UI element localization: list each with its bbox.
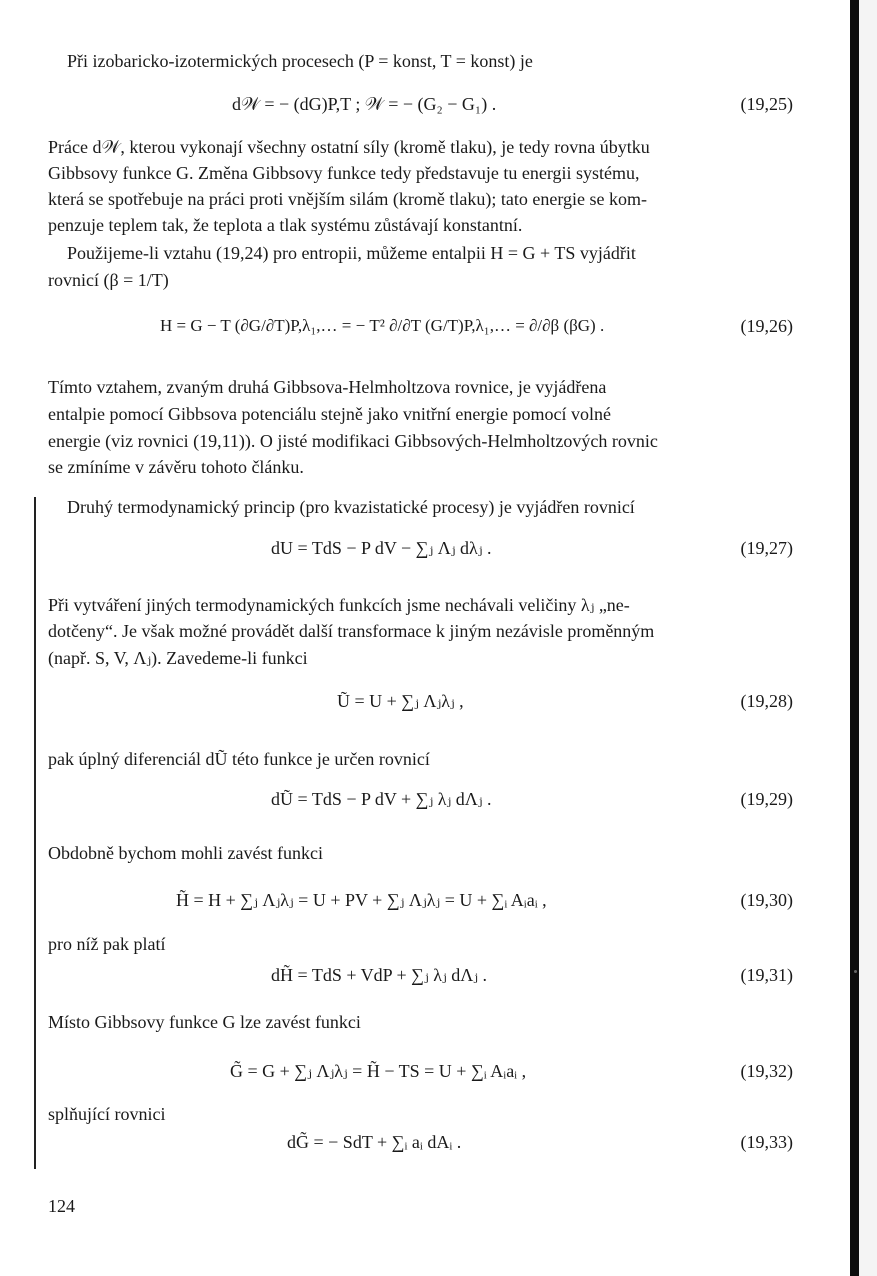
text-line: pak úplný diferenciál dŨ této funkce je určen rovnicí xyxy=(48,749,430,769)
equation-19-25: d𝒲 = − (dG)P,T ; 𝒲 = − (G₂ − G₁) . xyxy=(232,94,497,114)
equation-number: (19,31) xyxy=(740,965,793,985)
text-line: Při vytváření jiných termodynamických funkcích jsme nechávali veličiny λⱼ „ne- xyxy=(48,595,630,615)
equation-19-28: Ũ = U + ∑ⱼ Λⱼλⱼ , xyxy=(337,691,464,711)
text-line: Obdobně bychom mohli zavést funkci xyxy=(48,843,323,863)
equation-19-30: H̃ = H + ∑ⱼ Λⱼλⱼ = U + PV + ∑ⱼ Λⱼλⱼ = U + ∑ᵢ Aᵢaᵢ , xyxy=(176,890,547,910)
text-line: Při izobaricko-izotermických procesech (P = konst, T = konst) je xyxy=(67,51,533,71)
text-line: entalpie pomocí Gibbsova potenciálu stejně jako vnitřní energie pomocí volné xyxy=(48,404,612,424)
text-line: Tímto vztahem, zvaným druhá Gibbsova-Helmholtzova rovnice, je vyjádřena xyxy=(48,377,607,397)
text-line: Gibbsovy funkce G. Změna Gibbsovy funkce tedy představuje tu energii systému, xyxy=(48,163,640,183)
equation-19-33: dG̃ = − SdT + ∑ᵢ aᵢ dAᵢ . xyxy=(287,1132,462,1152)
equation-number: (19,32) xyxy=(740,1061,793,1081)
scan-border xyxy=(850,0,859,1276)
text-line: rovnicí (β = 1/T) xyxy=(48,270,169,290)
text-line: se zmíníme v závěru tohoto článku. xyxy=(48,457,304,477)
equation-number: (19,29) xyxy=(740,789,793,809)
equation-number: (19,26) xyxy=(740,316,793,336)
equation-19-31: dH̃ = TdS + VdP + ∑ⱼ λⱼ dΛⱼ . xyxy=(271,965,488,985)
text-line: penzuje teplem tak, že teplota a tlak systému zůstávají konstantní. xyxy=(48,215,523,235)
text-line: (např. S, V, Λⱼ). Zavedeme-li funkci xyxy=(48,648,308,668)
equation-number: (19,33) xyxy=(740,1132,793,1152)
scan-speck xyxy=(854,970,857,973)
equation-19-32: G̃ = G + ∑ⱼ Λⱼλⱼ = H̃ − TS = U + ∑ᵢ Aᵢaᵢ , xyxy=(230,1061,527,1081)
text-line: dotčeny“. Je však možné provádět další transformace k jiným nezávisle proměnným xyxy=(48,621,655,641)
equation-19-29: dŨ = TdS − P dV + ∑ⱼ λⱼ dΛⱼ . xyxy=(271,789,492,809)
text-line: pro níž pak platí xyxy=(48,934,166,954)
equation-number: (19,28) xyxy=(740,691,793,711)
text-line: energie (viz rovnici (19,11)). O jisté modifikaci Gibbsových-Helmholtzových rovnic xyxy=(48,431,658,451)
margin-rule xyxy=(34,497,36,1169)
page-number: 124 xyxy=(48,1196,75,1216)
text-line: Místo Gibbsovy funkce G lze zavést funkci xyxy=(48,1012,361,1032)
equation-number: (19,30) xyxy=(740,890,793,910)
equation-19-27: dU = TdS − P dV − ∑ⱼ Λⱼ dλⱼ . xyxy=(271,538,492,558)
text-line: splňující rovnici xyxy=(48,1104,166,1124)
text-line: Druhý termodynamický princip (pro kvazistatické procesy) je vyjádřen rovnicí xyxy=(67,497,635,517)
text-line: Práce d𝒲, kterou vykonají všechny ostatní síly (kromě tlaku), je tedy rovna úbytku xyxy=(48,137,650,157)
equation-number: (19,25) xyxy=(740,94,793,114)
text-line: která se spotřebuje na práci proti vnějším silám (kromě tlaku); tato energie se kom- xyxy=(48,189,647,209)
text-line: Použijeme-li vztahu (19,24) pro entropii, můžeme entalpii H = G + TS vyjádřit xyxy=(67,243,636,263)
equation-number: (19,27) xyxy=(740,538,793,558)
page-edge xyxy=(859,0,877,1276)
equation-19-26: H = G − T (∂G/∂T)P,λ₁,… = − T² ∂/∂T (G/T)P,λ₁,… = ∂/∂β (βG) . xyxy=(160,316,605,335)
